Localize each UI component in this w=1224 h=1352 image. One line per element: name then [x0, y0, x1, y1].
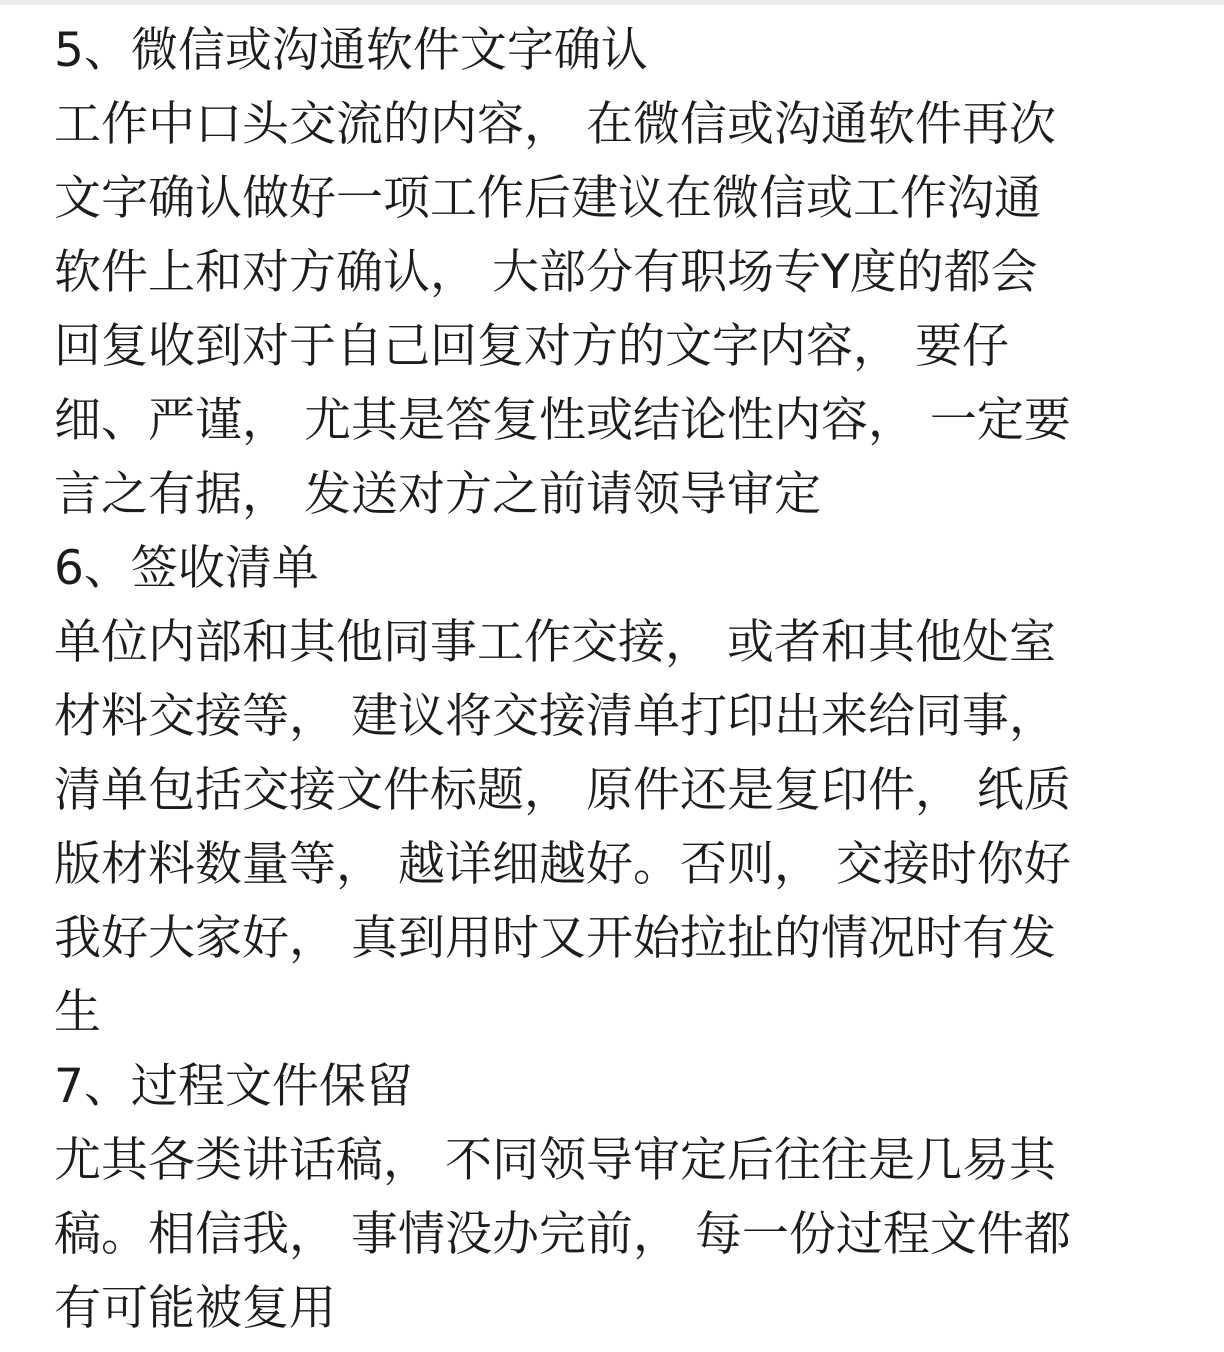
paragraph-line: 有可能被复用	[54, 1281, 336, 1336]
paragraph-line: 生	[54, 985, 101, 1040]
paragraph-line: 材料交接等， 建议将交接清单打印出来给同事，	[54, 689, 1056, 744]
paragraph-line: 工作中口头交流的内容， 在微信或沟通软件再次	[54, 97, 1056, 152]
paragraph-line: 单位内部和其他同事工作交接， 或者和其他处室	[54, 615, 1056, 670]
paragraph-line: 尤其各类讲话稿， 不同领导审定后往往是几易其	[54, 1133, 1056, 1188]
section-heading-7: 7、过程文件保留	[54, 1059, 413, 1114]
paragraph-line: 版材料数量等， 越详细越好。否则， 交接时你好	[54, 837, 1071, 892]
top-divider	[0, 0, 1224, 5]
paragraph-line: 细、严谨， 尤其是答复性或结论性内容， 一定要	[54, 393, 1071, 448]
paragraph-line: 稿。相信我， 事情没办完前， 每一份过程文件都	[54, 1207, 1071, 1262]
section-heading-6: 6、签收清单	[54, 541, 319, 596]
paragraph-line: 言之有据， 发送对方之前请领导审定	[54, 467, 821, 522]
paragraph-line: 回复收到对于自己回复对方的文字内容， 要仔	[54, 319, 1009, 374]
paragraph-line: 清单包括交接文件标题， 原件还是复印件， 纸质	[54, 763, 1071, 818]
paragraph-line: 文字确认做好一项工作后建议在微信或工作沟通	[54, 171, 1041, 226]
paragraph-line: 我好大家好， 真到用时又开始拉扯的情况时有发	[54, 911, 1056, 966]
paragraph-line: 软件上和对方确认， 大部分有职场专Y度的都会	[54, 245, 1038, 300]
section-heading-5: 5、微信或沟通软件文字确认	[54, 23, 648, 78]
article-body	[54, 14, 1174, 1346]
